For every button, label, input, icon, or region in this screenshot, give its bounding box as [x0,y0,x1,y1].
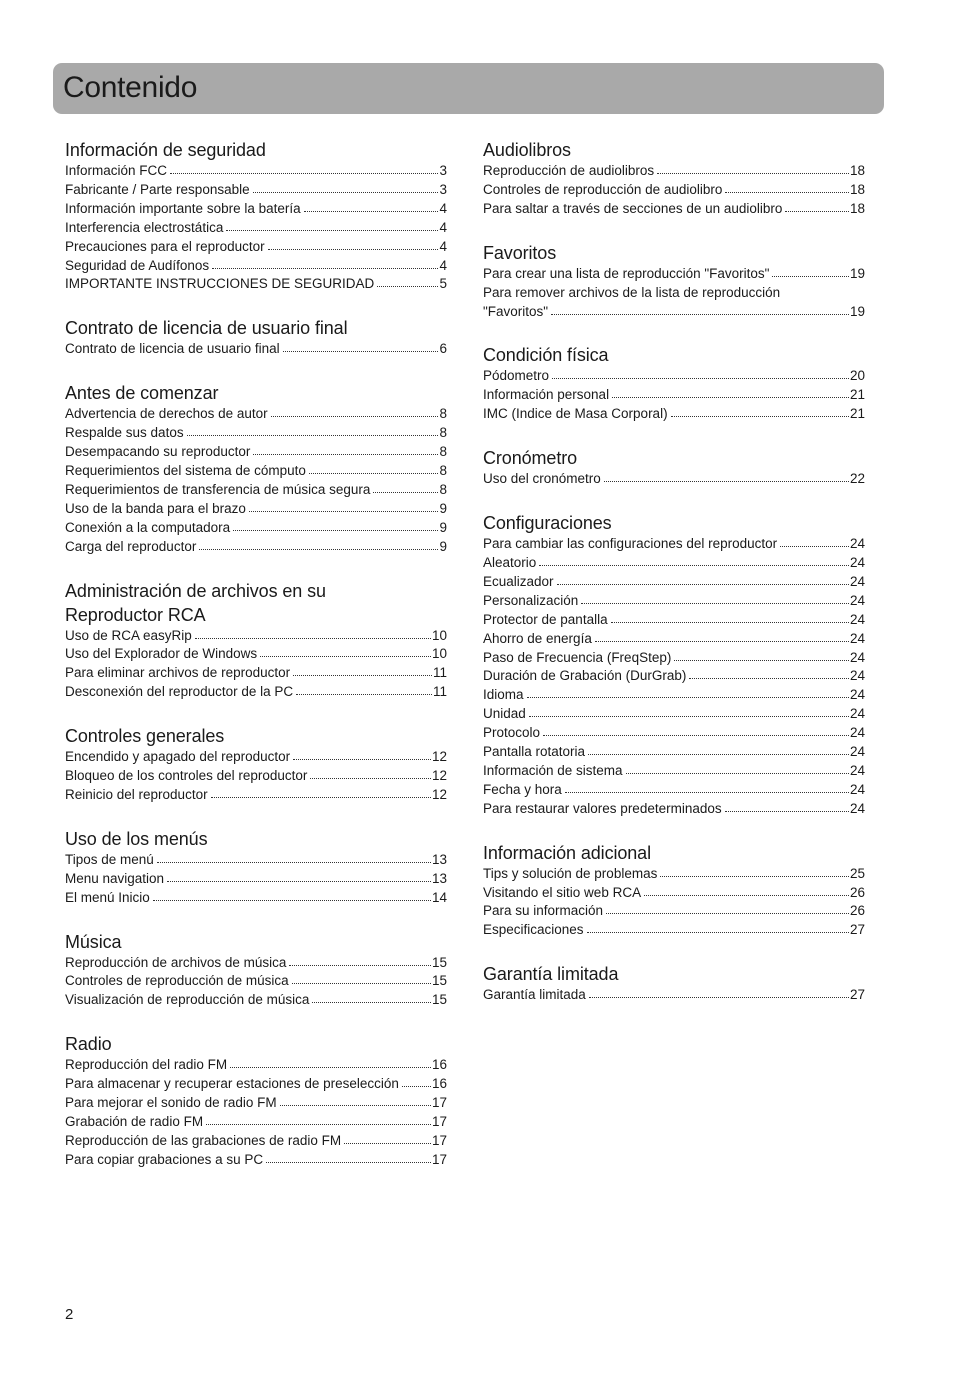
toc-entry[interactable] [65,870,447,889]
toc-entry[interactable] [483,781,865,800]
toc-right-column [483,138,865,1027]
toc-entry-page: 24 [849,781,865,797]
toc-section [483,241,865,322]
toc-entry[interactable] [65,683,447,702]
dot-leader [612,396,849,398]
toc-entry-page: 4 [439,219,447,235]
dot-leader [377,285,438,287]
toc-entry-page: 20 [849,368,865,384]
toc-entry-page: 11 [432,684,447,700]
toc-entry-page: 16 [431,1057,447,1073]
section-heading: Información adicional [483,842,651,863]
dot-leader [772,275,848,277]
toc-entry-label: Para crear una lista de reproducción "Favoritos" [483,265,770,281]
toc-entry[interactable] [65,538,447,557]
toc-entry-page: 27 [849,987,865,1003]
toc-entry-label: Para su información [483,903,604,919]
toc-entry[interactable] [483,743,865,762]
toc-entry-page: 8 [439,444,447,460]
dot-leader [557,583,849,585]
dot-leader [292,982,431,984]
dot-leader [309,472,439,474]
dot-leader [674,659,849,661]
section-heading: Audiolibros [483,140,571,160]
toc-entry-label: Reinicio del reproductor [65,786,208,802]
toc-entry-page: 25 [849,865,865,881]
toc-entry-label: Bloqueo de los controles del reproductor [65,768,308,784]
toc-section [483,343,865,424]
dot-leader [785,210,849,212]
toc-entry-label: Especificaciones [483,922,584,938]
toc-entry-label: Información personal [483,387,610,403]
dot-leader [373,491,438,493]
toc-entry[interactable] [483,592,865,611]
dot-leader [588,753,849,755]
toc-entry-label: Reproducción del radio FM [65,1057,228,1073]
toc-entry-page: 21 [849,406,865,422]
toc-entry-page: 24 [849,536,865,552]
toc-entry[interactable] [483,902,865,921]
dot-leader [657,172,849,174]
section-heading: Cronómetro [483,448,578,469]
toc-entry-label: Protocolo [483,725,541,741]
toc-entry-label: Visualización de reproducción de música [65,992,310,1008]
toc-entry-label: Para saltar a través de secciones de un audiolibro [483,200,783,216]
toc-entry-page: 12 [431,749,447,765]
section-heading: Administración de archivos en su [65,580,326,601]
toc-entry[interactable] [65,519,447,538]
toc-entry-label: Interferencia electrostática [65,219,224,235]
dot-leader [581,602,849,604]
toc-entry[interactable] [65,748,447,767]
toc-entry-label: Tips y solución de problemas [483,865,658,881]
toc-entry-label: Protector de pantalla [483,611,608,627]
toc-section [65,316,447,359]
section-heading: Antes de comenzar [65,383,219,404]
toc-entry[interactable] [65,200,447,219]
toc-entry-page: 16 [431,1076,447,1092]
toc-entry-label: Información importante sobre la batería [65,200,301,216]
toc-entry-label: Reproducción de archivos de música [65,954,287,970]
toc-entry-page: 24 [849,725,865,741]
toc-section [65,1032,447,1169]
dot-leader [157,861,431,863]
dot-leader [611,621,849,623]
toc-entry[interactable] [65,1132,447,1151]
toc-entry-label: "Favoritos" [483,303,549,319]
toc-entry-label: Pódometro [483,368,550,384]
toc-entry-page: 4 [439,257,447,273]
toc-entry-label: Conexión a la computadora [65,519,231,535]
toc-entry[interactable] [65,181,447,200]
section-heading: Radio [65,1034,112,1055]
toc-entry[interactable] [65,1094,447,1113]
toc-entry-label: Duración de Grabación (DurGrab) [483,668,687,684]
toc-entry[interactable] [65,767,447,786]
page-title: Contenido [63,71,198,104]
toc-entry-label: Advertencia de derechos de autor [65,406,268,422]
toc-entry[interactable] [483,535,865,554]
toc-entry-page: 11 [432,665,447,681]
toc-entry-page: 9 [439,538,447,554]
toc-entry[interactable] [65,889,447,908]
dot-leader [344,1142,431,1144]
dot-leader [595,640,849,642]
toc-entry-page: 10 [431,646,447,662]
dot-leader [543,734,849,736]
dot-leader [268,248,439,250]
section-heading: Uso de los menús [65,828,208,849]
dot-leader [725,810,849,812]
toc-entry-label: Precauciones para el reproductor [65,238,265,254]
toc-entry-label: Carga del reproductor [65,538,197,554]
toc-entry-page: 9 [439,519,447,535]
section-heading: Contrato de licencia de usuario final [65,318,348,339]
toc-entry-label: Ahorro de energía [483,630,592,646]
dot-leader [604,480,849,482]
toc-entry-page: 24 [849,687,865,703]
toc-entry-page: 27 [849,922,865,938]
toc-entry-page: 24 [849,744,865,760]
toc-entry[interactable] [483,386,865,405]
toc-entry[interactable] [483,405,865,424]
dot-leader [170,172,438,174]
toc-entry-page: 21 [849,387,865,403]
toc-entry[interactable] [483,667,865,686]
dot-leader [660,875,849,877]
toc-entry[interactable] [65,627,447,646]
toc-entry-page: 3 [439,181,447,197]
toc-entry[interactable] [65,340,447,359]
toc-entry-label: Para eliminar archivos de reproductor [65,665,291,681]
dot-leader [199,548,438,550]
toc-entry-page: 15 [431,992,447,1008]
dot-leader [206,1123,431,1125]
toc-entry-page: 17 [431,1114,447,1129]
toc-entry[interactable] [65,257,447,276]
section-heading: Condición física [483,345,609,366]
dot-leader [671,415,849,417]
toc-entry-page: 10 [431,627,447,643]
toc-entry[interactable] [483,884,865,903]
toc-entry[interactable] [65,275,447,294]
toc-entry[interactable] [65,972,447,991]
toc-entry[interactable] [65,462,447,481]
toc-entry-page: 17 [431,1132,447,1148]
toc-entry-label: Para almacenar y recuperar estaciones de preselección [65,1076,399,1092]
dot-leader [312,1001,431,1003]
dot-leader [565,791,849,793]
toc-entry-label: Uso de la banda para el brazo [65,500,246,516]
dot-leader [626,772,849,774]
toc-entry[interactable] [65,481,447,500]
dot-leader [167,880,431,882]
toc-entry-label: Seguridad de Audífonos [65,257,210,273]
toc-entry-page: 24 [849,554,865,570]
toc-entry[interactable] [483,724,865,743]
toc-entry-page: 8 [439,481,447,497]
toc-entry-label: Respalde sus datos [65,425,184,441]
toc-entry[interactable] [483,865,865,884]
toc-entry-page: 24 [849,668,865,684]
dot-leader [689,677,849,679]
toc-section [65,138,447,294]
toc-entry-label: Contrato de licencia de usuario final [65,341,280,357]
toc-entry[interactable] [483,705,865,724]
section-heading: Controles generales [65,726,225,747]
toc-entry[interactable] [65,238,447,257]
toc-entry[interactable] [65,500,447,519]
dot-leader [289,964,431,966]
toc-entry[interactable] [65,991,447,1010]
dot-leader [527,696,849,698]
toc-entry-page: 15 [431,973,447,989]
toc-entry[interactable] [65,424,447,443]
dot-leader [293,674,432,676]
toc-entry-label: Grabación de radio FM [65,1114,204,1129]
toc-section [483,446,865,489]
toc-entry-label: Fabricante / Parte responsable [65,181,250,197]
dot-leader [587,931,849,933]
toc-entry-page: 8 [439,425,447,441]
toc-entry[interactable] [65,1075,447,1094]
toc-entry-label: IMC (Indice de Masa Corporal) [483,406,668,422]
toc-entry[interactable] [483,800,865,819]
page-number: 2 [65,1306,74,1323]
toc-entry-page: 18 [849,181,865,197]
toc-entry-page: 3 [439,163,447,178]
toc-entry-page: 13 [431,870,447,886]
toc-section [65,579,447,703]
toc-entry-label: Garantía limitada [483,987,586,1003]
toc-entry-page: 19 [849,303,865,319]
toc-entry-page: 6 [439,341,447,357]
toc-entry[interactable] [483,649,865,668]
toc-entry-label: Para restaurar valores predeterminados [483,800,722,816]
dot-leader [606,912,849,914]
toc-entry[interactable] [483,265,865,284]
toc-entry-label: Para copiar grabaciones a su PC [65,1151,264,1167]
toc-section [65,930,447,1011]
toc-entry-label: Para cambiar las configuraciones del reproductor [483,536,778,552]
toc-entry-page: 24 [849,630,865,646]
toc-entry-label: Información de sistema [483,762,623,778]
toc-entry[interactable] [483,986,865,1005]
dot-leader [304,210,439,212]
toc-entry-page: 24 [849,592,865,608]
toc-entry-page: 26 [849,884,865,900]
toc-entry-page: 19 [849,265,865,281]
toc-entry-label: Paso de Frecuencia (FreqStep) [483,649,672,665]
toc-entry-page: 13 [431,851,447,867]
toc-entry-label: Fecha y hora [483,781,562,797]
toc-entry[interactable] [483,630,865,649]
dot-leader [780,545,849,547]
toc-entry-page: 9 [439,500,447,516]
toc-entry-page: 8 [439,406,447,422]
dot-leader [296,693,432,695]
toc-entry-page: 4 [439,238,447,254]
toc-entry-label: Encendido y apagado del reproductor [65,749,291,765]
toc-entry-page: 17 [431,1095,447,1111]
dot-leader [266,1161,431,1163]
toc-section [65,724,447,805]
toc-entry-label: Información FCC [65,163,168,178]
dot-leader [233,529,438,531]
section-heading-continued: Reproductor RCA [65,604,206,625]
toc-entry[interactable] [65,664,447,683]
dot-leader [253,453,438,455]
dot-leader [260,655,431,657]
toc-entry-label: Uso del cronómetro [483,471,601,487]
toc-entry[interactable] [65,405,447,424]
title-bar [53,63,884,114]
dot-leader [552,377,849,379]
section-heading: Música [65,931,122,952]
toc-entry[interactable] [483,573,865,592]
toc-entry-label: Reproducción de audiolibros [483,163,655,178]
toc-entry-label: Ecualizador [483,573,554,589]
toc-entry-page: 17 [431,1151,447,1167]
dot-leader [539,564,849,566]
toc-entry[interactable] [483,762,865,781]
dot-leader [249,510,439,512]
dot-leader [253,191,439,193]
toc-entry[interactable] [65,851,447,870]
toc-entry-page: 14 [431,889,447,905]
dot-leader [529,715,849,717]
toc-entry-page: 12 [431,786,447,802]
toc-entry-label: Tipos de menú [65,851,154,867]
toc-entry[interactable] [65,1151,447,1170]
dot-leader [226,229,438,231]
toc-entry-page: 22 [849,471,865,487]
toc-entry-page: 18 [849,200,865,216]
toc-entry[interactable] [483,181,865,200]
section-heading: Configuraciones [483,513,612,534]
toc-entry-label: Para mejorar el sonido de radio FM [65,1095,277,1111]
toc-left-column [65,138,447,1192]
toc-entry-page: 24 [849,800,865,816]
dot-leader [280,1104,431,1106]
dot-leader [195,637,431,639]
dot-leader [310,777,431,779]
dot-leader [211,796,431,798]
section-heading: Garantía limitada [483,964,619,985]
dot-leader [725,191,849,193]
toc-entry[interactable] [65,1056,447,1075]
toc-entry[interactable] [483,367,865,386]
toc-entry-label: Menu navigation [65,870,165,886]
toc-entry[interactable] [483,921,865,940]
toc-entry-label: Pantalla rotatoria [483,744,586,760]
dot-leader [230,1066,431,1068]
toc-entry[interactable] [65,162,447,181]
toc-entry-label: Requerimientos de transferencia de música segura [65,481,371,497]
toc-entry-label: IMPORTANTE INSTRUCCIONES DE SEGURIDAD [65,276,375,292]
dot-leader [644,894,849,896]
dot-leader [551,313,849,315]
toc-entry[interactable] [483,200,865,219]
toc-entry[interactable] [483,554,865,573]
dot-leader [402,1085,431,1087]
toc-entry-page: 24 [849,649,865,665]
toc-entry[interactable] [483,162,865,181]
toc-entry[interactable] [483,686,865,705]
toc-entry-page: 26 [849,903,865,919]
toc-section [65,827,447,908]
toc-entry-label: Controles de reproducción de música [65,973,289,989]
toc-entry-page: 24 [849,573,865,589]
toc-entry[interactable] [483,303,865,322]
toc-entry-label: Idioma [483,687,524,703]
toc-section [65,381,447,556]
toc-entry[interactable] [483,611,865,630]
toc-section [483,962,865,1005]
toc-entry-label: Requerimientos del sistema de cómputo [65,462,306,478]
toc-entry-label: Uso del Explorador de Windows [65,646,258,662]
dot-leader [293,758,431,760]
toc-entry-page: 4 [439,200,447,216]
toc-entry-page: 8 [439,462,447,478]
toc-entry-label: Personalización [483,592,579,608]
toc-entry[interactable] [65,645,447,664]
toc-entry[interactable] [65,1113,447,1132]
toc-entry-page: 24 [849,611,865,627]
dot-leader [283,350,439,352]
toc-entry[interactable] [65,219,447,238]
section-heading: Información de seguridad [65,140,266,160]
toc-entry[interactable] [483,470,865,489]
toc-section [483,138,865,219]
toc-entry-label: Aleatorio [483,554,537,570]
toc-entry-label: Reproducción de las grabaciones de radio FM [65,1132,342,1148]
dot-leader [589,996,849,998]
toc-entry-page: 15 [431,954,447,970]
toc-entry-page: 5 [439,276,447,292]
toc-entry[interactable] [65,786,447,805]
toc-section [483,841,865,941]
toc-entry-page: 18 [849,163,865,178]
toc-entry[interactable] [65,954,447,973]
toc-entry-label-line: Para remover archivos de la lista de reproducción [483,284,781,300]
toc-entry-label: Controles de reproducción de audiolibro [483,181,723,197]
toc-entry[interactable] [65,443,447,462]
toc-entry-page: 24 [849,762,865,778]
dot-leader [187,434,439,436]
toc-entry-label: Desempacando su reproductor [65,444,251,460]
toc-entry-label: El menú Inicio [65,889,150,905]
toc-entry-label: Unidad [483,706,526,722]
toc-entry-page: 12 [431,768,447,784]
section-heading: Favoritos [483,242,557,263]
toc-section [483,511,865,819]
toc-entry-label: Desconexión del reproductor de la PC [65,684,294,700]
dot-leader [153,899,431,901]
dot-leader [212,267,438,269]
toc-entry-label: Visitando el sitio web RCA [483,884,642,900]
dot-leader [271,415,439,417]
toc-entry-label: Uso de RCA easyRip [65,627,192,643]
toc-entry-page: 24 [849,706,865,722]
